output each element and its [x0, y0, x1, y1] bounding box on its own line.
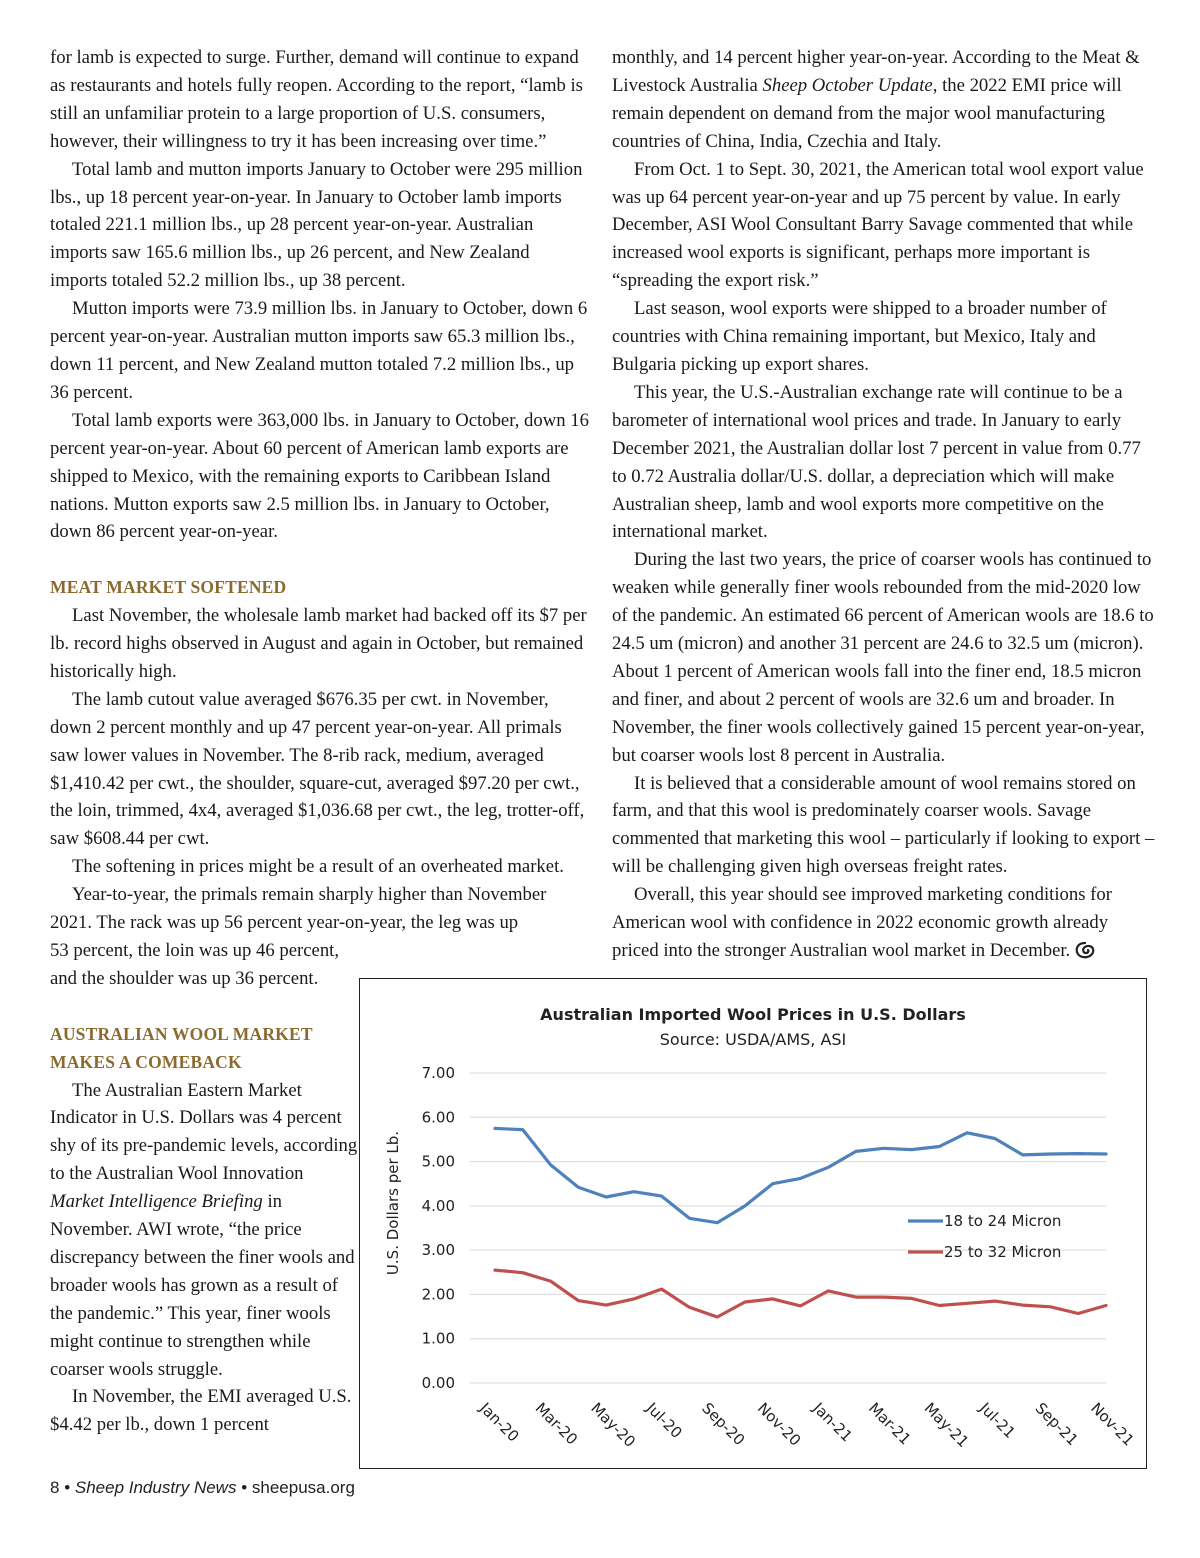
- paragraph: [612, 44, 1157, 156]
- legend-entry: 25 to 32 Micron: [944, 1243, 1062, 1261]
- y-tick-label: 3.00: [421, 1241, 455, 1260]
- right-column: [612, 44, 1157, 965]
- y-axis-ticks: [422, 1064, 455, 1392]
- paragraph: In November, the EMI averaged U.S. $4.42 per lb., down 1 percent: [50, 1386, 352, 1436]
- y-tick-label: 6.00: [421, 1108, 455, 1127]
- chart-title: Australian Imported Wool Prices in U.S. Dollars: [540, 1005, 966, 1024]
- publication-title: Market Intelligence Briefing: [50, 1191, 263, 1213]
- x-tick-label: May-21: [920, 1399, 973, 1451]
- text-run: The Australian Eastern Market Indicator in U.S. Dollars was 4 percent shy of its pre-pandemic levels, according to the Australian Wool Innovation: [50, 1079, 358, 1185]
- paragraph: 53 percent, the loin was up 46 percent, and the shoulder was up 36 percent.: [50, 939, 340, 989]
- heading-line: MAKES A COMEBACK: [50, 1051, 242, 1072]
- wool-price-chart: [359, 978, 1147, 1469]
- paragraph: During the last two years, the price of coarser wools has continued to weaken while generally finer wools rebounded from the mid-2020 low of the pandemic. An estimated 66 percent of American wools are 18.6 to 24.5 um (micron) and another 31 percent are 24.6 to 32.5 um (micron). About 1 percent of American wools fall into the finer end, 18.5 micron and finer, and about 2 percent of wools are 32.6 um and broader. In November, the finer wools collectively gained 15 percent year-on-year, but coarser wools lost 8 percent in Australia.: [612, 549, 1154, 766]
- publication-title: Sheep October Update: [762, 74, 933, 96]
- page-footer: [50, 1478, 355, 1498]
- paragraph: Last November, the wholesale lamb market had backed off its $7 per lb. record highs observed in August and again in October, but remained historically high.: [50, 605, 587, 682]
- x-tick-label: Jan-21: [809, 1399, 856, 1446]
- paragraph: Total lamb exports were 363,000 lbs. in January to October, down 16 percent year-on-year. About 60 percent of American lamb exports are shipped to Mexico, with the remaining exports to Caribbean Island nations. Mutton exports saw 2.5 million lbs. in January to October, down 86 percent year-on-year.: [50, 409, 589, 543]
- y-tick-label: 4.00: [421, 1196, 455, 1215]
- paragraph: for lamb is expected to surge. Further, demand will continue to expand as restaurants and hotels fully reopen. According to the report, “lamb is still an unfamiliar protein to a large proportion of U.S. consumers, however, their willingness to try it has been increasing over time.”: [50, 47, 583, 152]
- text-run: , the 2022 EMI price will remain dependent on demand from the major wool manufacturing countries of China, India, Czechia and Italy.: [612, 74, 1122, 152]
- publication-name: Sheep Industry News: [74, 1478, 237, 1497]
- series-line: [495, 1270, 1106, 1317]
- chart-svg: [360, 979, 1146, 1468]
- paragraph: Year-to-year, the primals remain sharply higher than November 2021. The rack was up 56 percent year-on-year, the leg was up: [50, 884, 547, 934]
- separator: •: [59, 1478, 75, 1497]
- y-tick-label: 0.00: [421, 1374, 455, 1392]
- paragraph: This year, the U.S.-Australian exchange rate will continue to be a barometer of international wool prices and trade. In January to early December 2021, the Australian dollar lost 7 percent in value from 0.77 to 0.72 Australia dollar/U.S. dollar, a depreciation which will make Australian sheep, lamb and wool exports more competitive on the international market.: [612, 381, 1141, 543]
- y-tick-label: 1.00: [421, 1329, 455, 1348]
- paragraph: From Oct. 1 to Sept. 30, 2021, the American total wool export value was up 64 percent year-on-year and up 75 percent by value. In early December, ASI Wool Consultant Barry Savage commented that while increased wool exports is significant, perhaps more important is “spreading the export risk.”: [612, 158, 1144, 292]
- paragraph: Last season, wool exports were shipped to a broader number of countries with China remaining important, but Mexico, Italy and Bulgaria picking up export shares.: [612, 298, 1107, 375]
- legend: [908, 1212, 1061, 1261]
- section-heading-meat-market: MEAT MARKET SOFTENED: [50, 577, 287, 598]
- paragraph: Mutton imports were 73.9 million lbs. in January to October, down 6 percent year-on-year. Australian mutton imports saw 65.3 million lbs., down 11 percent, and New Zealand mutton totaled 7.2 million lbs., up 36 percent.: [50, 298, 588, 403]
- x-tick-label: Nov-21: [1087, 1399, 1138, 1450]
- x-tick-label: Nov-20: [753, 1399, 805, 1450]
- paragraph: It is believed that a considerable amount of wool remains stored on farm, and that this wool is predominately coarser wools. Savage commented that marketing this wool – particularly if looking to export – will be challenging given high overseas freight rates.: [612, 772, 1155, 878]
- heading-line: AUSTRALIAN WOOL MARKET: [50, 1023, 313, 1044]
- y-tick-label: 7.00: [421, 1064, 455, 1082]
- paragraph: Total lamb and mutton imports January to October were 295 million lbs., up 18 percent year-on-year. In January to October lamb imports totaled 221.1 million lbs., up 28 percent year-on-year. Australian imports saw 165.6 million lbs., up 26 percent, and New Zealand imports totaled 52.2 million lbs., up 38 percent.: [50, 158, 583, 292]
- x-tick-label: Sep-20: [698, 1399, 749, 1450]
- y-tick-label: 5.00: [421, 1152, 455, 1171]
- paragraph: The lamb cutout value averaged $676.35 per cwt. in November, down 2 percent monthly and up 47 percent year-on-year. All primals saw lower values in November. The 8-rib rack, medium, averaged $1,410.42 per cwt., the shoulder, square-cut, averaged $97.20 per cwt., the loin, trimmed, 4x4, averaged $1,036.68 per cwt., the leg, trotter-off, saw $608.44 per cwt.: [50, 688, 585, 850]
- x-tick-label: Jul-21: [976, 1399, 1019, 1442]
- x-tick-label: Jul-20: [642, 1399, 686, 1442]
- end-mark-icon: [1074, 941, 1096, 959]
- x-axis-ticks: [475, 1398, 1137, 1451]
- x-tick-label: Jan-20: [476, 1399, 523, 1446]
- separator: •: [236, 1478, 252, 1497]
- chart-subtitle: Source: USDA/AMS, ASI: [659, 1030, 847, 1049]
- paragraph: [612, 881, 1157, 965]
- paragraph: [50, 1077, 358, 1384]
- text-run: monthly, and 14 percent higher year-on-year. According to the Meat & Livestock Australia: [612, 47, 1140, 96]
- x-tick-label: Mar-21: [864, 1399, 915, 1449]
- text-run: Overall, this year should see improved marketing conditions for American wool with confidence in 2022 economic growth already priced into the stronger Australian wool market in December.: [612, 884, 1112, 961]
- legend-entry: 18 to 24 Micron: [944, 1212, 1062, 1230]
- paragraph: The softening in prices might be a result of an overheated market.: [72, 856, 564, 878]
- page-number: 8: [50, 1478, 60, 1497]
- x-tick-label: May-20: [587, 1399, 640, 1451]
- y-tick-label: 2.00: [421, 1285, 455, 1304]
- text-run: in November. AWI wrote, “the price discrepancy between the finer wools and broader wools has grown as a result of the pandemic.” This year, finer wools might continue to strengthen while coarser wools struggle.: [50, 1191, 355, 1380]
- x-tick-label: Mar-20: [531, 1399, 582, 1449]
- y-axis-label: U.S. Dollars per Lb.: [384, 1130, 402, 1276]
- series-line: [495, 1128, 1106, 1222]
- website-link[interactable]: sheepusa.org: [251, 1478, 355, 1497]
- x-tick-label: Sep-21: [1031, 1399, 1082, 1450]
